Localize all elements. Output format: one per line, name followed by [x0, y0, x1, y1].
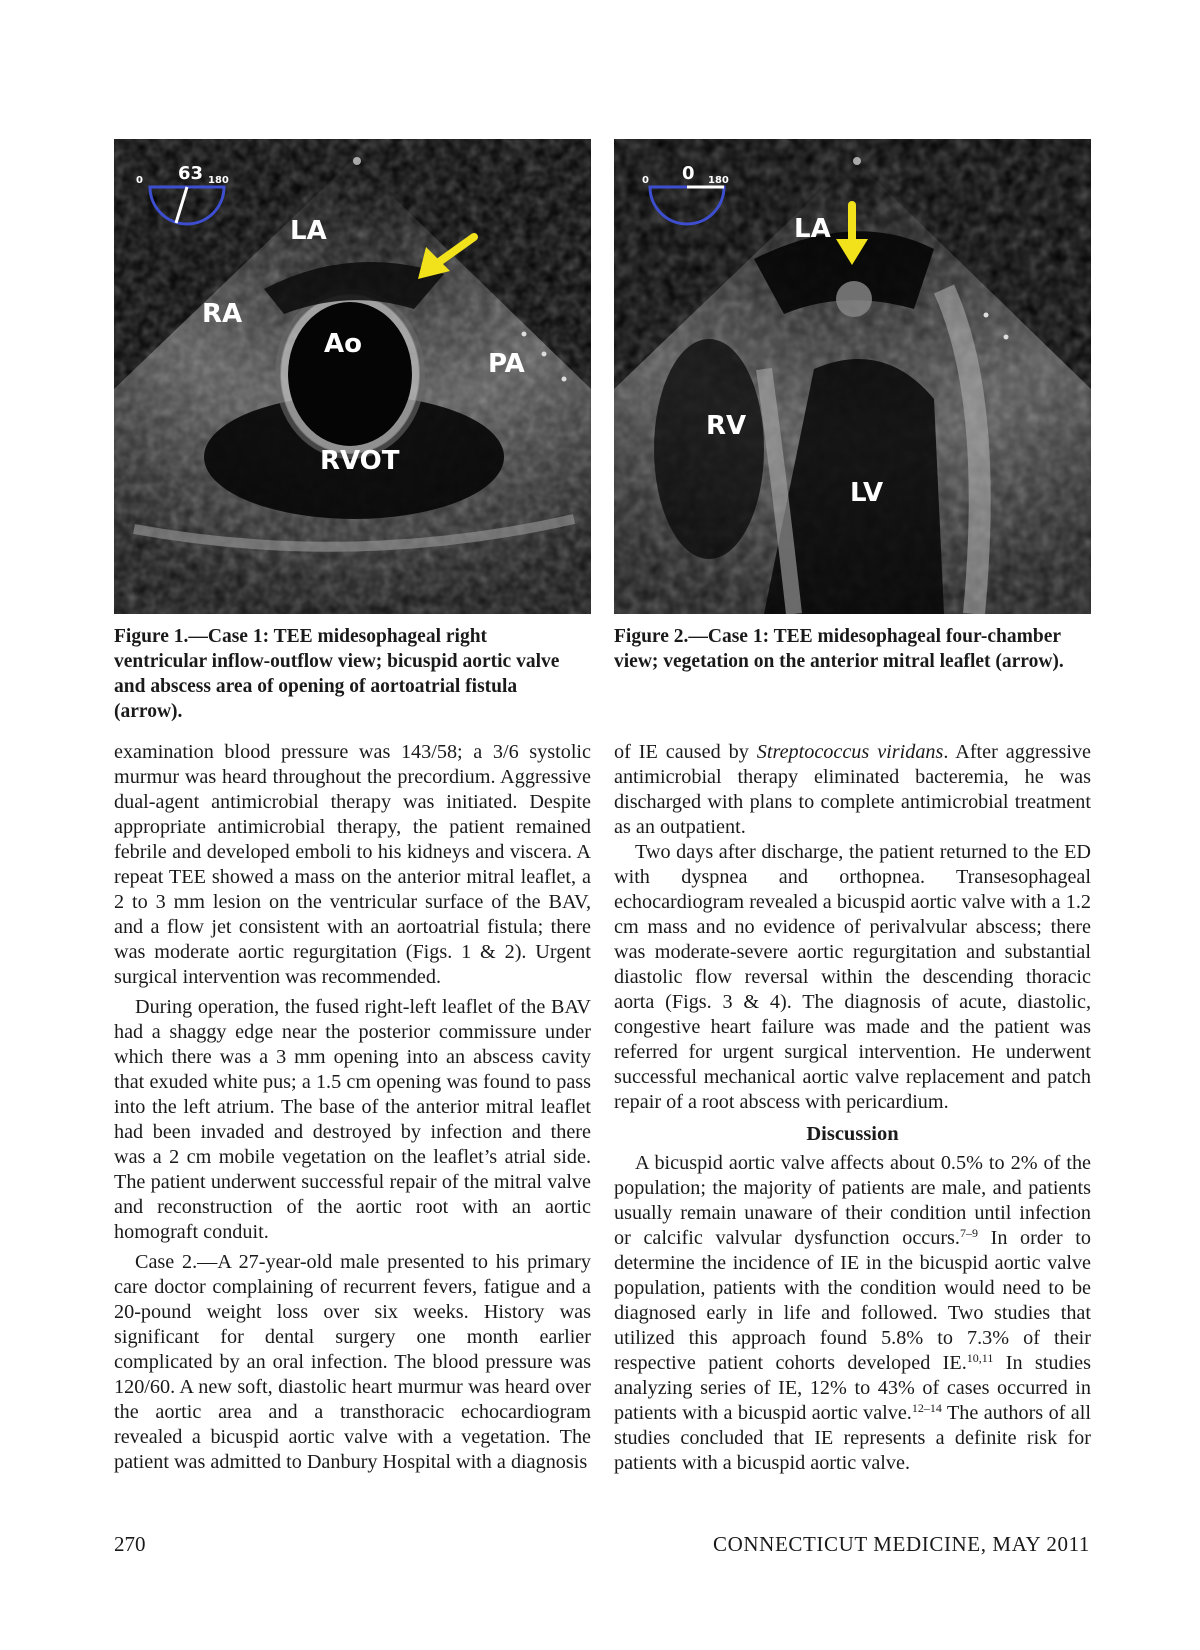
figure-1-svg: [114, 139, 591, 614]
label-ao: Ao: [324, 329, 362, 359]
figure-2-svg: [614, 139, 1091, 614]
section-heading: Discussion: [806, 1123, 899, 1145]
text-run: The authors of all studies concluded that IE represents a definite risk for patients with a bicuspid aortic valve.: [614, 1402, 1091, 1474]
figure-2-caption: Figure 2.—Case 1: TEE midesophageal four-chamber view; vegetation on the anterior mitral leaflet (arrow).: [614, 626, 1064, 672]
angle-value: 0: [682, 163, 695, 184]
paragraph: Two days after discharge, the patient returned to the ED with dyspnea and orthopnea. Transesophageal echocardiogram revealed a bicuspid aortic valve with a 1.2 cm mass and no evidence of perivalvular abscess; there was moderate-severe aortic regurgitation and substantial diastolic flow reversal within the descending thoracic aorta (Figs. 3 & 4). The diagnosis of acute, diastolic, congestive heart failure was made and the patient was referred for urgent surgical intervention. He underwent successful mechanical aortic valve replacement and patch repair of a root abscess with pericardium.: [614, 841, 1091, 1113]
paragraph: examination blood pressure was 143/58; a 3/6 systolic murmur was heard throughout the precordium. Aggressive dual-agent antimicrobial therapy was initiated. Despite appropriate antimicrobial therapy, the patient remained febrile and developed emboli to his kidneys and viscera. A repeat TEE showed a mass on the anterior mitral leaflet, a 2 to 3 mm lesion on the ventricular surface of the BAV, and a flow jet consistent with an aortoatrial fistula; there was moderate aortic regurgitation (Figs. 1 & 2). Urgent surgical intervention was recommended.: [114, 741, 591, 988]
label-la: LA: [290, 216, 327, 246]
text-run: In order to determine the incidence of IE in the bicuspid aortic valve population, patients with the condition would need to be diagnosed early in life and followed. Two studies that utilized this approach found 5.8% to 7.3% of their respective patient cohorts developed IE.: [614, 1227, 1091, 1374]
paragraph: During operation, the fused right-left leaflet of the BAV had a shaggy edge near the posterior commissure under which there was a 3 mm opening into an abscess cavity that exuded white pus; a 1.5 cm opening was found to pass into the left atrium. The base of the anterior mitral leaflet had been invaded and destroyed by infection and there was a 2 cm mobile vegetation on the leaflet’s atrial side. The patient underwent successful repair of the mitral valve and reconstruction of the aortic root with an aortic homograft conduit.: [114, 996, 591, 1243]
label-pa: PA: [488, 349, 525, 379]
text-run: of IE caused by: [614, 741, 757, 763]
angle-scale-min: 0: [136, 175, 143, 186]
citation: 7–9: [959, 1226, 978, 1240]
left-column: [114, 740, 591, 1475]
angle-scale-max: 180: [708, 175, 729, 186]
journal-name: CONNECTICUT MEDICINE, MAY 2011: [713, 1532, 1090, 1556]
organism-name: Streptococcus viridans: [756, 741, 944, 763]
angle-value: 63: [178, 163, 204, 184]
page-number: 270: [114, 1532, 146, 1556]
figure-1-echo-image: [114, 139, 591, 614]
angle-scale-min: 0: [642, 175, 649, 186]
citation: 10,11: [966, 1351, 994, 1365]
label-lv: LV: [850, 478, 884, 508]
paragraph: [614, 740, 1091, 840]
label-la: LA: [794, 214, 831, 244]
figure-1-caption: Figure 1.—Case 1: TEE midesophageal right ventricular inflow-outflow view; bicuspid aortic valve and abscess area of opening of aortoatrial fistula (arrow).: [114, 626, 560, 722]
paragraph: Case 2.—A 27-year-old male presented to his primary care doctor complaining of recurrent fevers, fatigue and a 20-pound weight loss over six weeks. History was significant for dental surgery one month earlier complicated by an oral infection. The blood pressure was 120/60. A new soft, diastolic heart murmur was heard over the aortic area and a transthoracic echocardiogram revealed a bicuspid aortic valve with a vegetation. The patient was admitted to Danbury Hospital with a diagnosis: [114, 1251, 591, 1473]
text-run: In studies analyzing series of IE, 12% to 43% of cases occurred in patients with a bicuspid aortic valve.: [614, 1352, 1091, 1424]
text-run: . After aggressive antimicrobial therapy eliminated bacteremia, he was discharged with plans to complete antimicrobial treatment as an outpatient.: [614, 741, 1091, 838]
label-rvot: RVOT: [320, 446, 400, 476]
angle-scale-max: 180: [208, 175, 229, 186]
figure-2-echo-image: [614, 139, 1091, 614]
label-ra: RA: [202, 299, 243, 329]
text-run: A bicuspid aortic valve affects about 0.5% to 2% of the population; the majority of patients are male, and patients usually remain unaware of their condition until infection or calcific valvular dysfunction occurs.: [614, 1152, 1091, 1249]
paragraph: [614, 1151, 1091, 1476]
citation: 12–14: [911, 1401, 942, 1415]
right-column: [614, 740, 1091, 1476]
label-rv: RV: [706, 411, 747, 441]
